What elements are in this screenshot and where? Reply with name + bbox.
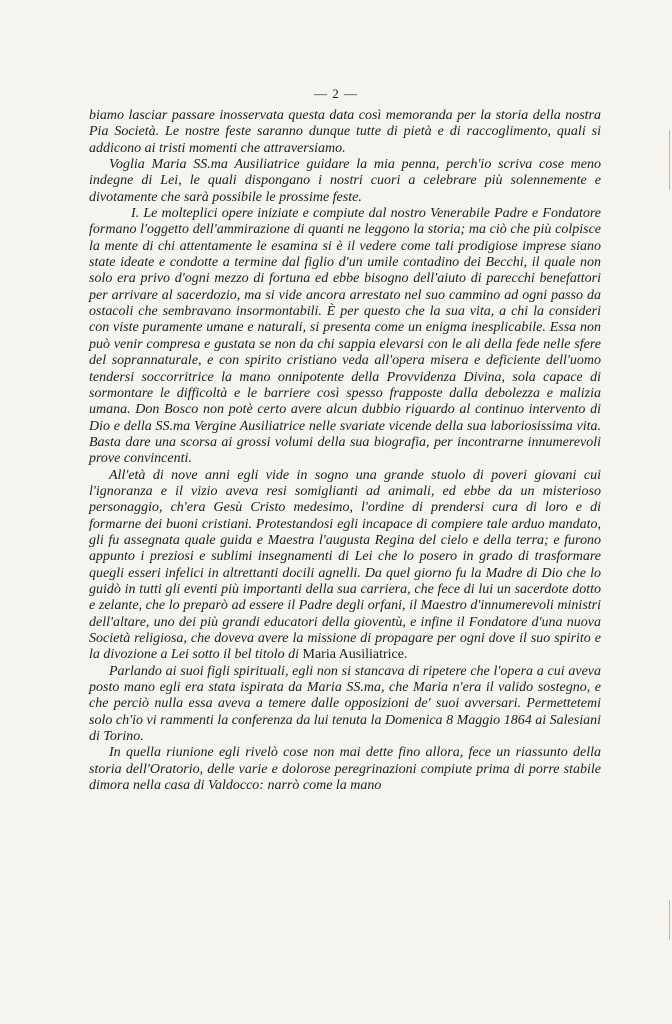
paragraph-2: Voglia Maria SS.ma Ausiliatrice guidare la mia penna, perch'io scriva cose meno indegne di Lei, le quali dispongano i nostri cuori a celebrare più solennemente e divotamente che sarà possibile le prossime feste. — [89, 157, 601, 205]
maria-ausiliatrice-title: Maria Ausiliatrice. — [302, 647, 408, 663]
paragraph-1: biamo lasciar passare inosservata questa data così memoranda per la storia della nostra Pia Società. Le nostre feste saranno dunque tutte di pietà e di raccoglimento, quali si addicono ai tristi momenti che attraversiamo. — [89, 108, 601, 156]
page-number: — 2 — — [314, 86, 358, 101]
paragraph-3: I. Le molteplici opere iniziate e compiute dal nostro Venerabile Padre e Fondatore formano l'oggetto dell'ammirazione di quanti ne leggono la storia; ma ciò che più colpisce la mente di chi attentamente le esamina si è il vedere come tali prodigiose imprese siano state ideate e condotte a termine dal figlio d'un umile contadino dei Becchi, il quale non solo era privo d'ogni mezzo di fortuna ed ebbe bisogno dell'aiuto di parecchi benefattori per arrivare al sacerdozio, ma si vide ancora arrestato nel suo cammino ad ogni passo da ostacoli che sembravano insormontabili. È per questo che la sua vita, a chi la consideri con viste puramente umane e naturali, si presenta come un enigma inesplicabile. Essa non può venir compresa e gustata se non da chi sappia elevarsi con le ali della fede nelle sfere del soprannaturale, e con spirito cristiano veda all'opera misera e deficiente dell'uomo tendersi soccorritrice la mano onnipotente della Provvidenza Divina, sola capace di sormontare le difficoltà e le barriere così spesso frapposte dalla debolezza e malizia umana. Don Bosco non potè certo avere alcun dubbio riguardo al continuo intervento di Dio e della SS.ma Vergine Ausiliatrice nelle svariate vicende della sua laboriosissima vita. Basta dare una scorsa ai grossi volumi della sua biografia, per incontrarne innumerevoli prove convincenti. — [89, 206, 601, 467]
paragraph-5: Parlando ai suoi figli spirituali, egli non si stancava di ripetere che l'opera a cui aveva posto mano egli era stata ispirata da Maria SS.ma, che Maria n'era il valido sostegno, e che perciò nulla essa aveva a temere dalle opposizioni de' suoi avversari. Permettetemi solo ch'io vi rammenti la conferenza da lui tenuta la Domenica 8 Maggio 1864 ai Salesiani di Torino. — [89, 663, 601, 745]
paragraph-4-text: All'età di nove anni egli vide in sogno una grande stuolo di poveri giovani cui l'ignoranza e il vizio aveva resi somiglianti ad animali, ed ebbe da un misterioso personaggio, ch'era Gesù Cristo medesimo, l'ordine di prendersi cura di loro e di formarne dei buoni cristiani. Protestandosi egli incapace di compiere tale arduo mandato, gli fu assegnata quale guida e Maestra l'augusta Regina del cielo e della terra; e furono appunto i preziosi e sublimi insegnamenti di Lei che lo posero in grado di trasformare quegli esseri infelici in altrettanti docili agnelli. Da quel giorno fu la Madre di Dio che lo guidò in tutti gli eventi più importanti della sua carriera, che fece di lui un sacerdote dotto e zelante, che lo preparò ad essere il Padre degli orfani, il Maestro d'innumerevoli ministri dell'altare, uno dei più grandi educatori della gioventù, e infine il Fondatore d'una nuova Società religiosa, che doveva avere la missione di propagare per ogni dove il suo spirito e la divozione a Lei sotto il bel titolo di — [89, 467, 601, 663]
scan-edge-mark — [669, 900, 670, 940]
body-text — [89, 108, 601, 794]
scan-edge-mark — [669, 130, 670, 190]
paragraph-6: In quella riunione egli rivelò cose non mai dette fino allora, fece un riassunto della storia dell'Oratorio, delle varie e dolorose peregrinazioni compiute prima di porre stabile dimora nella casa di Valdocco: narrò come la mano — [89, 745, 601, 794]
paragraph-4 — [89, 468, 601, 664]
